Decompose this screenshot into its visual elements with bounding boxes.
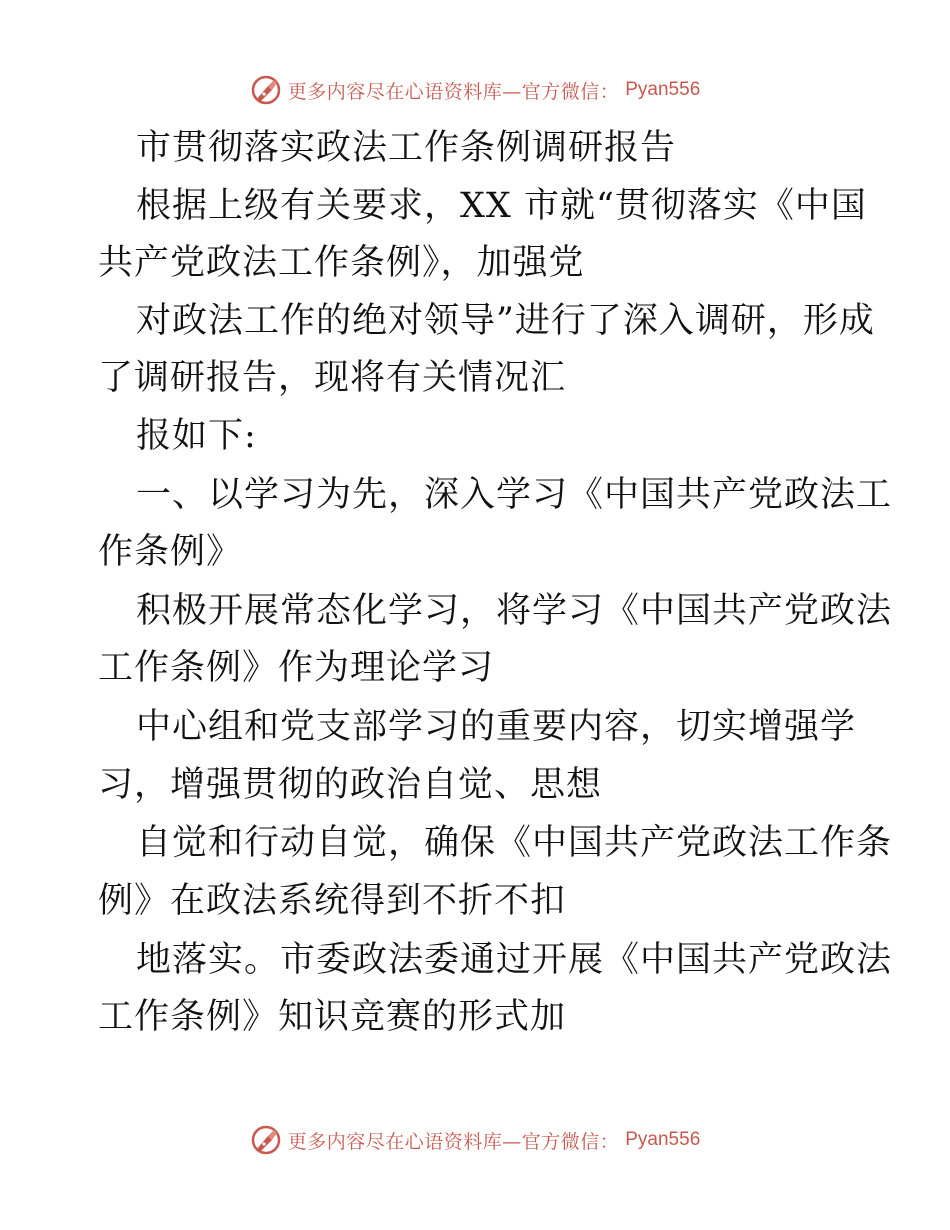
pen-nib-logo-icon — [250, 1124, 282, 1156]
watermark-wechat-id: Pyan556 — [625, 1129, 701, 1150]
watermark-header — [0, 72, 950, 108]
paragraph-line: 对政法工作的绝对领导”进行了深入调研，形成 — [136, 301, 875, 341]
paragraph-line: 地落实。市委政法委通过开展《中国共产党政法 — [136, 940, 893, 980]
document-title: 市贯彻落实政法工作条例调研报告 — [136, 128, 677, 168]
paragraph-line: 例》在政法系统得到不折不扣 — [98, 881, 567, 921]
pen-nib-logo-icon — [250, 74, 282, 106]
paragraph-line: 工作条例》知识竞赛的形式加 — [98, 997, 567, 1037]
section-heading-continued: 作条例》 — [98, 532, 243, 572]
watermark-text: 更多内容尽在心语资料库—官方微信： — [287, 80, 620, 103]
paragraph-line: 了调研报告，现将有关情况汇 — [98, 358, 567, 398]
paragraph-line: 积极开展常态化学习，将学习《中国共产党政法 — [136, 591, 893, 631]
paragraph-line: 自觉和行动自觉，确保《中国共产党政法工作条 — [136, 823, 893, 863]
paragraph-line: 根据上级有关要求，XX 市就“贯彻落实《中国 — [136, 186, 867, 226]
paragraph-line: 报如下: — [136, 416, 257, 456]
watermark-footer — [0, 1122, 950, 1158]
watermark-wechat-id: Pyan556 — [625, 79, 701, 100]
watermark-text: 更多内容尽在心语资料库—官方微信： — [287, 1130, 620, 1153]
paragraph-line: 习，增强贯彻的政治自觉、思想 — [98, 765, 603, 805]
paragraph-line: 中心组和党支部学习的重要内容，切实增强学 — [136, 707, 857, 747]
section-heading: 一、以学习为先，深入学习《中国共产党政法工 — [136, 475, 893, 515]
paragraph-line: 工作条例》作为理论学习 — [98, 648, 495, 688]
paragraph-line: 共产党政法工作条例》，加强党 — [98, 243, 585, 283]
